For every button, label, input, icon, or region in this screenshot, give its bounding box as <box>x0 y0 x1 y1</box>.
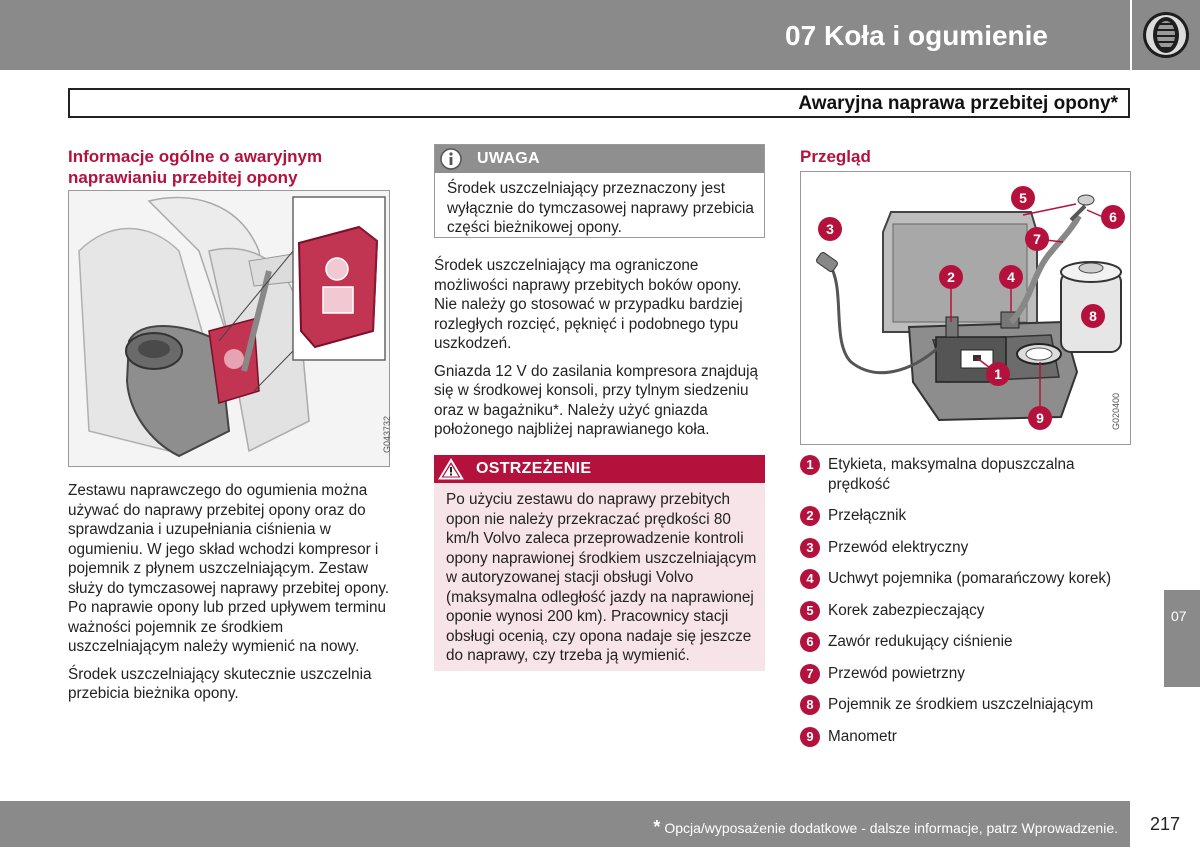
legend-item <box>800 506 1140 526</box>
legend-item <box>800 727 1140 747</box>
legend-item <box>800 695 1140 715</box>
tire-icon <box>1141 10 1191 60</box>
legend-item <box>800 455 1140 494</box>
left-column-text <box>68 481 393 712</box>
section-title: Awaryjna naprawa przebitej opony* <box>798 93 1118 114</box>
footer-note <box>653 817 1118 838</box>
legend-label: Przewód elektryczny <box>828 538 969 556</box>
legend-item <box>800 538 1140 558</box>
note-box <box>434 144 765 238</box>
legend-label: Etykieta, maksymalna dopuszczalna prędkość <box>828 456 1075 493</box>
figure-code: G043732 <box>382 415 392 453</box>
legend-number-badge: 5 <box>800 601 820 621</box>
svg-text:7: 7 <box>1033 231 1041 247</box>
svg-text:5: 5 <box>1019 190 1027 206</box>
overview-heading: Przegląd <box>800 147 871 166</box>
svg-text:8: 8 <box>1089 308 1097 324</box>
svg-text:1: 1 <box>994 366 1002 382</box>
svg-text:4: 4 <box>1007 269 1015 285</box>
warning-text: Po użyciu zestawu do naprawy przebitych opon nie należy przekraczać prędkości 80 km/h Volvo zaleca przeprowadzenie kontroli opony naprawionej środkiem uszczelniającym w autoryzowanej stacji obsługi Volvo (maksymalna odległość jazdy na naprawionej oponie wynosi 200 km). Pracownicy stacji obsługi ocenią, czy opona nadaje się jeszcze do naprawy, czy trzeba ją wymienić. <box>446 491 757 664</box>
legend-label: Przełącznik <box>828 507 907 524</box>
legend-item <box>800 632 1140 652</box>
component-legend <box>800 455 1140 758</box>
middle-column-text <box>434 256 767 448</box>
chapter-title: 07 Koła i ogumienie <box>785 20 1048 51</box>
footer-bar <box>0 801 1130 847</box>
repair-kit-diagram <box>801 172 1132 446</box>
note-title: UWAGA <box>477 150 540 167</box>
page-number: 217 <box>1149 814 1181 834</box>
legend-number-badge: 3 <box>800 538 820 558</box>
legend-label: Przewód powietrzny <box>828 664 965 682</box>
note-header <box>435 145 764 173</box>
warning-title: OSTRZEŻENIE <box>476 460 592 477</box>
warning-header <box>434 455 765 483</box>
legend-label: Pojemnik ze środkiem uszczelniającym <box>828 696 1094 713</box>
legend-number-badge: 9 <box>800 727 820 747</box>
info-icon <box>439 148 463 170</box>
legend-item <box>800 601 1140 621</box>
legend-label: Korek zabezpieczający <box>828 601 985 619</box>
left-paragraph-1: Zestawu naprawczego do ogumienia można używać do naprawy przebitej opony oraz do sprawdzania i uzupełniania ciśnienia w ogumieniu. W jego skład wchodzi kompresor i pojemnik z płynem uszczelniającym. Zestaw służy do tymczasowej naprawy przebitej opony. Po naprawie opony lub przed upływem terminu ważności pojemnik ze środkiem uszczelniającym należy wymienić na nowy. <box>68 482 390 655</box>
svg-text:9: 9 <box>1036 410 1044 426</box>
legend-label: Manometr <box>828 727 897 745</box>
left-column-heading: Informacje ogólne o awaryjnym naprawianiu przebitej opony <box>68 147 323 187</box>
chapter-side-tab <box>1164 590 1200 687</box>
legend-number-badge: 4 <box>800 569 820 589</box>
legend-number-badge: 6 <box>800 632 820 652</box>
legend-number-badge: 1 <box>800 455 820 475</box>
note-text: Środek uszczelniający przeznaczony jest wyłącznie do tymczasowej naprawy przebicia części bieżnikowej opony. <box>447 180 754 236</box>
left-paragraph-2: Środek uszczelniający skutecznie uszczelnia przebicia bieżnika opony. <box>68 665 372 702</box>
chapter-icon-box <box>1132 0 1200 70</box>
svg-text:6: 6 <box>1109 209 1117 225</box>
repair-kit-location-illustration <box>68 190 390 467</box>
legend-label: Uchwyt pojemnika (pomarańczowy korek) <box>828 570 1112 587</box>
side-tab-label: 07 <box>1171 608 1187 624</box>
section-title-bar <box>68 88 1130 118</box>
svg-text:3: 3 <box>826 221 834 237</box>
legend-item <box>800 569 1140 589</box>
footer-star: * <box>653 817 661 837</box>
warning-triangle-icon <box>438 458 464 480</box>
footer-text: Opcja/wyposażenie dodatkowe - dalsze informacje, patrz Wprowadzenie. <box>664 820 1118 836</box>
legend-label: Zawór redukujący ciśnienie <box>828 633 1013 650</box>
legend-number-badge: 8 <box>800 695 820 715</box>
car-seat-kit-illustration <box>69 191 391 468</box>
middle-paragraph-2: Gniazda 12 V do zasilania kompresora znajdują się w środkowej konsoli, przy tylnym siedzeniu oraz w bagażniku*. Należy użyć gniazda położonego najbliżej naprawianego koła. <box>434 362 758 438</box>
legend-number-badge: 7 <box>800 664 820 684</box>
warning-box <box>434 455 765 671</box>
svg-text:2: 2 <box>947 269 955 285</box>
middle-paragraph-1: Środek uszczelniający ma ograniczone możliwości naprawy przebitych boków opony. Nie należy go stosować w przypadku bardziej rozległych rozcięć, pęknięć i podobnego typu uszkodzeń. <box>434 257 743 352</box>
figure-code: G020400 <box>1111 392 1121 430</box>
legend-item <box>800 664 1140 684</box>
left-column-heading-wrap <box>68 146 390 188</box>
repair-kit-overview-illustration <box>800 171 1131 445</box>
legend-number-badge: 2 <box>800 506 820 526</box>
chapter-header-bar <box>0 0 1130 70</box>
